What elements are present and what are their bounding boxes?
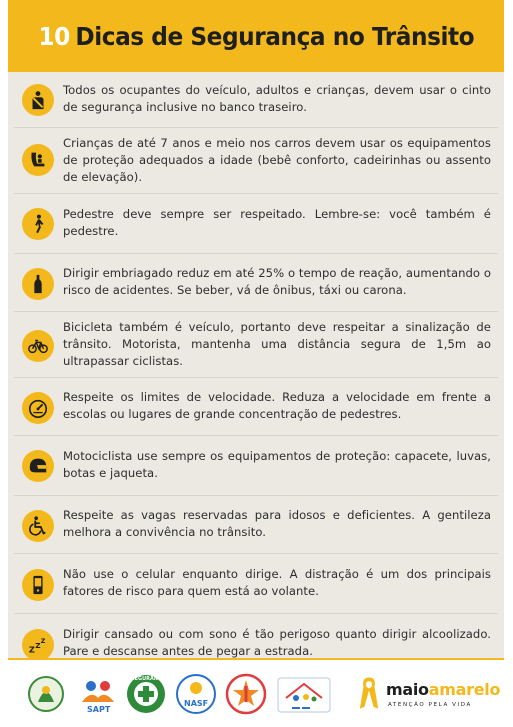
tip-text: Crianças de até 7 anos e meio nos carros devem usar os equipamentos de proteção adequados a idade (bebê conforto, cadeirinhas ou assento de elevação). bbox=[63, 136, 491, 184]
footer-logos bbox=[8, 658, 504, 727]
tip-item-child-seat bbox=[14, 128, 498, 194]
family-health-logo-icon bbox=[276, 672, 332, 716]
tip-text: Pedestre deve sempre ser respeitado. Lembre-se: você também é pedestre. bbox=[63, 207, 491, 238]
maio-amarelo-brand bbox=[358, 674, 501, 718]
helmet-icon bbox=[22, 450, 54, 482]
page-title bbox=[38, 22, 474, 51]
header-banner bbox=[8, 0, 504, 72]
nasf-logo-icon bbox=[174, 672, 218, 716]
speedometer-icon bbox=[22, 392, 54, 424]
svg-text:Z: Z bbox=[28, 644, 35, 655]
svg-text:Z: Z bbox=[40, 637, 46, 646]
poster bbox=[8, 0, 504, 727]
tip-text: Respeite os limites de velocidade. Reduza a velocidade em frente a escolas ou lugares de grande concentração de pedestres. bbox=[63, 390, 491, 421]
seatbelt-icon bbox=[22, 84, 54, 116]
tip-item-speed-limit bbox=[14, 378, 498, 436]
brand-name-part1: maio bbox=[386, 680, 429, 699]
tip-item-seatbelt bbox=[14, 72, 498, 128]
bicycle-icon bbox=[22, 330, 54, 362]
tip-item-pedestrian bbox=[14, 194, 498, 254]
bottle-icon bbox=[22, 268, 54, 300]
sapt-logo-icon bbox=[76, 672, 120, 716]
brand-name bbox=[386, 680, 500, 699]
samu-logo-icon bbox=[224, 672, 268, 716]
tip-item-bicycle bbox=[14, 312, 498, 378]
tip-item-motorcyclist bbox=[14, 436, 498, 496]
brand-tagline: ATENÇÃO PELA VIDA bbox=[388, 702, 472, 708]
tip-text: Dirigir embriagado reduz em até 25% o tempo de reação, aumentando o risco de acidentes. Se beber, vá de ônibus, táxi ou carona. bbox=[63, 266, 491, 297]
yellow-ribbon-icon bbox=[358, 674, 380, 714]
child-seat-icon bbox=[22, 144, 54, 176]
seguranca-logo-text: SEGURANÇA bbox=[131, 676, 166, 682]
svg-text:Z: Z bbox=[35, 640, 41, 650]
tip-text: Bicicleta também é veículo, portanto deve respeitar a sinalização de trânsito. Motorista, mantenha uma distância segura de 1,5m ao ultrapassar ciclistas. bbox=[63, 320, 491, 368]
tip-text: Respeite as vagas reservadas para idosos e deficientes. A gentileza melhora a convivência no trânsito. bbox=[63, 508, 491, 539]
tip-text: Todos os ocupantes do veículo, adultos e crianças, devem usar o cinto de segurança inclusive no banco traseiro. bbox=[63, 83, 491, 114]
brand-name-part2: amarelo bbox=[428, 680, 501, 699]
city-seal-logo-icon bbox=[24, 672, 68, 716]
tip-text: Motociclista use sempre os equipamentos de proteção: capacete, luvas, botas e jaqueta. bbox=[63, 449, 491, 480]
pedestrian-icon bbox=[22, 208, 54, 240]
title-text: Dicas de Segurança no Trânsito bbox=[75, 21, 474, 51]
sapt-logo-text: SAPT bbox=[87, 705, 111, 714]
tip-item-reserved-spots bbox=[14, 496, 498, 554]
wheelchair-icon bbox=[22, 510, 54, 542]
seguranca-trabalho-logo-icon bbox=[124, 672, 168, 716]
tip-item-cell-phone bbox=[14, 554, 498, 614]
title-number: 10 bbox=[38, 21, 70, 51]
mobile-phone-icon bbox=[22, 569, 54, 601]
sleep-icon bbox=[22, 629, 54, 661]
tip-item-drunk-driving bbox=[14, 254, 498, 312]
tip-text: Dirigir cansado ou com sono é tão perigoso quanto dirigir alcoolizado. Pare e descanse antes de pegar a estrada. bbox=[63, 627, 491, 658]
tip-text: Não use o celular enquanto dirige. A distração é um dos principais fatores de risco para quem está ao volante. bbox=[63, 567, 491, 598]
nasf-logo-text: NASF bbox=[184, 699, 209, 708]
